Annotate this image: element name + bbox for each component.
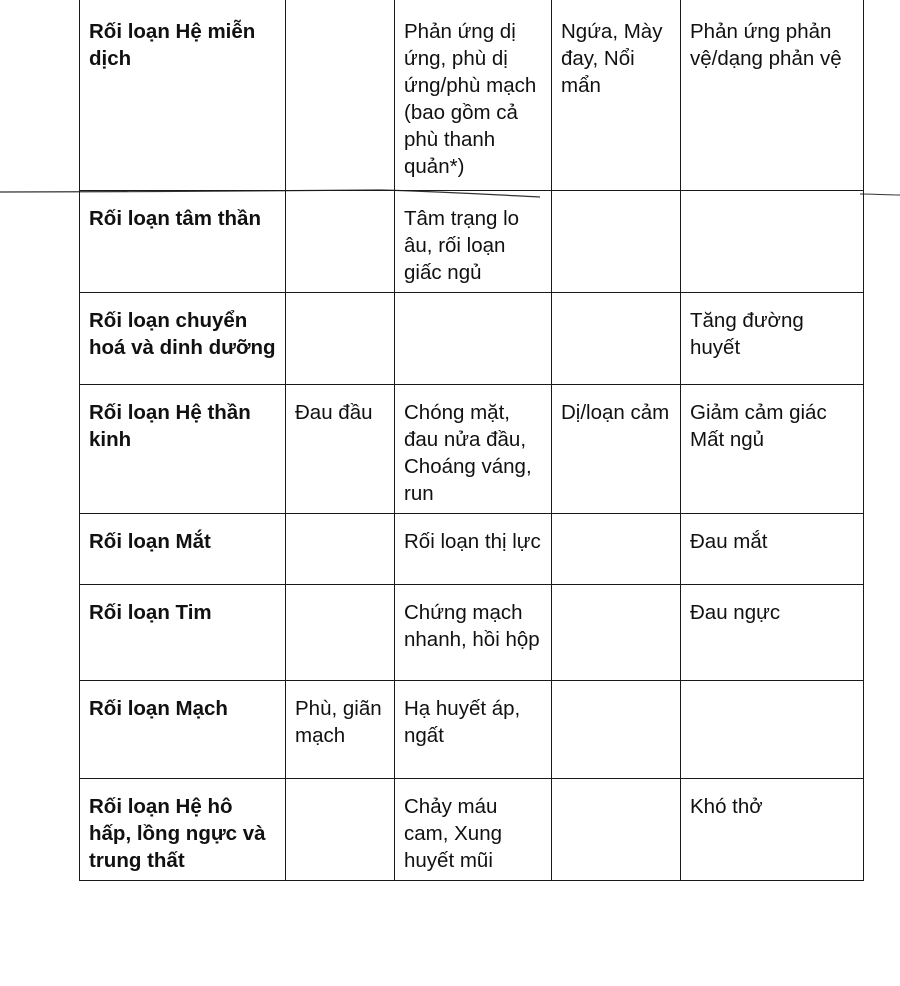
adverse-reactions-table bbox=[79, 0, 864, 881]
frequency-cell bbox=[286, 681, 395, 779]
organ-class-cell bbox=[80, 514, 286, 585]
frequency-cell bbox=[395, 681, 552, 779]
frequency-cell bbox=[681, 191, 864, 293]
organ-class-label: Rối loạn Hệ thần kinh bbox=[89, 401, 251, 451]
cell-text: Giảm cảm giác Mất ngủ bbox=[690, 401, 827, 451]
frequency-cell bbox=[552, 779, 681, 881]
organ-class-cell bbox=[80, 385, 286, 514]
table-row bbox=[80, 191, 864, 293]
frequency-cell bbox=[395, 191, 552, 293]
frequency-cell bbox=[395, 385, 552, 514]
frequency-cell bbox=[552, 385, 681, 514]
table-row bbox=[80, 585, 864, 681]
frequency-cell bbox=[552, 0, 681, 191]
cell-text: Ngứa, Mày đay, Nổi mẩn bbox=[561, 20, 663, 97]
organ-class-cell bbox=[80, 293, 286, 385]
organ-class-cell bbox=[80, 191, 286, 293]
frequency-cell bbox=[681, 779, 864, 881]
cell-text: Phù, giãn mạch bbox=[295, 697, 382, 747]
organ-class-cell bbox=[80, 0, 286, 191]
organ-class-label: Rối loạn chuyển hoá và dinh dưỡng bbox=[89, 309, 276, 359]
frequency-cell bbox=[286, 585, 395, 681]
table-row bbox=[80, 293, 864, 385]
organ-class-cell bbox=[80, 681, 286, 779]
frequency-cell bbox=[286, 0, 395, 191]
frequency-cell bbox=[681, 0, 864, 191]
cell-text: Hạ huyết áp, ngất bbox=[404, 697, 521, 747]
frequency-cell bbox=[552, 293, 681, 385]
organ-class-label: Rối loạn Hệ hô hấp, lồng ngực và trung thất bbox=[89, 795, 266, 872]
cell-text: Tâm trạng lo âu, rối loạn giấc ngủ bbox=[404, 207, 520, 284]
frequency-cell bbox=[681, 385, 864, 514]
table-row bbox=[80, 779, 864, 881]
frequency-cell bbox=[552, 191, 681, 293]
cell-text: Rối loạn thị lực bbox=[404, 530, 541, 553]
cell-text: Chảy máu cam, Xung huyết mũi bbox=[404, 795, 502, 872]
frequency-cell bbox=[286, 385, 395, 514]
organ-class-label: Rối loạn Mắt bbox=[89, 530, 211, 553]
organ-class-cell bbox=[80, 779, 286, 881]
organ-class-label: Rối loạn tâm thần bbox=[89, 207, 261, 230]
frequency-cell bbox=[395, 514, 552, 585]
cell-text: Khó thở bbox=[690, 795, 763, 818]
frequency-cell bbox=[681, 293, 864, 385]
frequency-cell bbox=[552, 514, 681, 585]
cell-text: Chứng mạch nhanh, hồi hộp bbox=[404, 601, 540, 651]
frequency-cell bbox=[681, 681, 864, 779]
frequency-cell bbox=[395, 293, 552, 385]
frequency-cell bbox=[681, 585, 864, 681]
cell-text: Đau mắt bbox=[690, 530, 768, 553]
organ-class-label: Rối loạn Mạch bbox=[89, 697, 228, 720]
cell-text: Tăng đường huyết bbox=[690, 309, 804, 359]
organ-class-label: Rối loạn Tim bbox=[89, 601, 212, 624]
frequency-cell bbox=[286, 514, 395, 585]
frequency-cell bbox=[286, 191, 395, 293]
cell-text: Dị/loạn cảm bbox=[561, 401, 670, 424]
table-row bbox=[80, 681, 864, 779]
frequency-cell bbox=[552, 681, 681, 779]
table-row bbox=[80, 514, 864, 585]
frequency-cell bbox=[395, 585, 552, 681]
organ-class-label: Rối loạn Hệ miễn dịch bbox=[89, 20, 256, 70]
table-row bbox=[80, 385, 864, 514]
cell-text: Đau ngực bbox=[690, 601, 781, 624]
frequency-cell bbox=[552, 585, 681, 681]
frequency-cell bbox=[681, 514, 864, 585]
table-row bbox=[80, 0, 864, 191]
cell-text: Phản ứng phản vệ/dạng phản vệ bbox=[690, 20, 842, 70]
frequency-cell bbox=[395, 0, 552, 191]
cell-text: Phản ứng dị ứng, phù dị ứng/phù mạch (bao gồm cả phù thanh quản*) bbox=[404, 20, 537, 178]
cell-text: Đau đầu bbox=[295, 401, 373, 424]
frequency-cell bbox=[395, 779, 552, 881]
frequency-cell bbox=[286, 779, 395, 881]
frequency-cell bbox=[286, 293, 395, 385]
organ-class-cell bbox=[80, 585, 286, 681]
cell-text: Chóng mặt, đau nửa đầu, Choáng váng, run bbox=[404, 401, 532, 505]
